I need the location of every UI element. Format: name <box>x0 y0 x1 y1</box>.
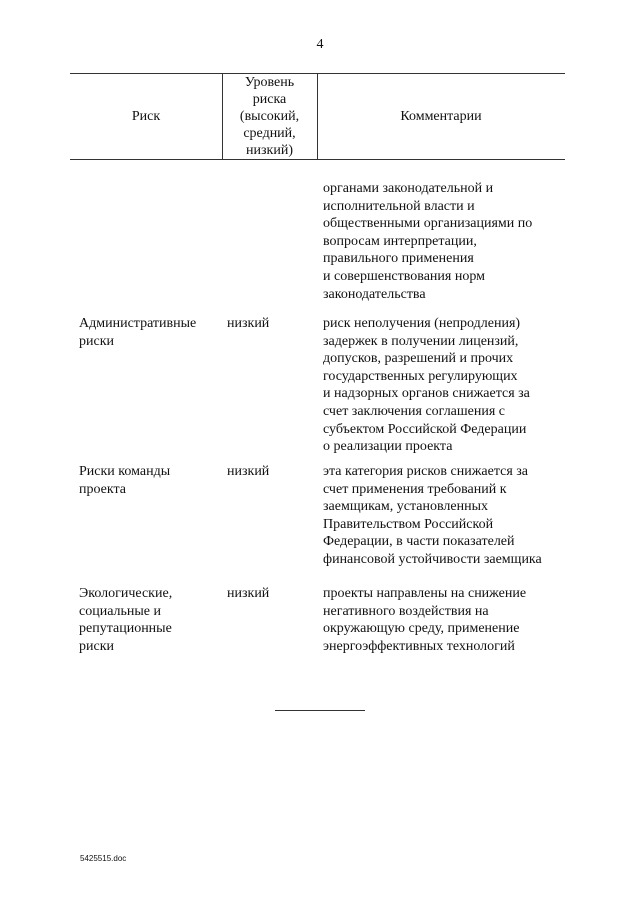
header-bottom-rule <box>70 159 565 160</box>
risk-level: низкий <box>227 316 270 331</box>
risk-level: низкий <box>227 586 270 601</box>
header-comments: Комментарии <box>400 109 482 124</box>
risk-comment: проекты направлены на снижение негативного воздействия на окружающую среду, применение энергоэффективных технологий <box>323 586 527 654</box>
risk-comment: органами законодательной и исполнительной власти и общественными организациями по вопросам интерпретации, правильного применения и совершенствования норм законодательства <box>323 181 533 302</box>
risk-level: низкий <box>227 464 270 479</box>
footer-file-name: 5425515.doc <box>80 854 127 863</box>
risk-name: Риски команды проекта <box>79 464 171 497</box>
risk-comment: эта категория рисков снижается за счет применения требований к заемщикам, установленных Правительством Российской Федерации, в части показателей финансовой устойчивости заемщика <box>323 464 542 567</box>
page-number: 4 <box>316 37 324 52</box>
risk-name: Административные риски <box>79 316 197 349</box>
risk-name: Экологические, социальные и репутационные риски <box>79 586 173 654</box>
risk-comment: риск неполучения (непродления) задержек в получении лицензий, допусков, разрешений и прочих государственных регулирующих и надзорных органов снижается за счет заключения соглашения с субъектом Российской Федерации о реализации проекта <box>323 316 530 455</box>
header-risk: Риск <box>131 109 161 124</box>
document-end-rule <box>275 710 365 711</box>
header-risk-level: Уровень риска (высокий, средний, низкий) <box>239 75 300 158</box>
